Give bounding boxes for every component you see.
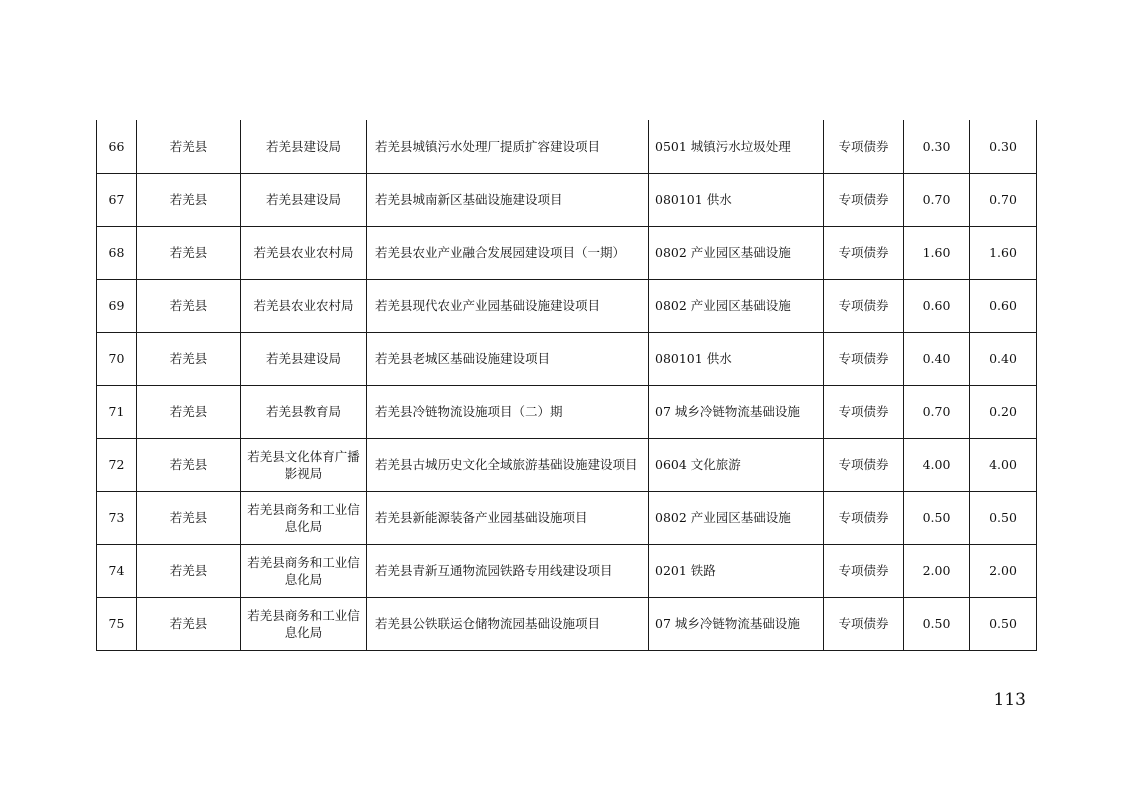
amount-cell: 0.30: [970, 120, 1037, 173]
department-cell: 若羌县商务和工业信息化局: [241, 544, 367, 597]
project-name-cell: 若羌县古城历史文化全域旅游基础设施建设项目: [367, 438, 649, 491]
project-category-cell: 07 城乡冷链物流基础设施: [649, 597, 824, 650]
county-cell: 若羌县: [137, 491, 241, 544]
project-category-cell: 0802 产业园区基础设施: [649, 226, 824, 279]
table-row: [97, 385, 1037, 438]
project-name-cell: 若羌县农业产业融合发展园建设项目（一期）: [367, 226, 649, 279]
department-cell: 若羌县教育局: [241, 385, 367, 438]
row-number-cell: 71: [97, 385, 137, 438]
amount-cell: 1.60: [970, 226, 1037, 279]
amount-cell: 4.00: [904, 438, 970, 491]
amount-cell: 0.50: [970, 491, 1037, 544]
amount-cell: 0.20: [970, 385, 1037, 438]
project-category-cell: 080101 供水: [649, 173, 824, 226]
project-category-cell: 0802 产业园区基础设施: [649, 491, 824, 544]
row-number-cell: 72: [97, 438, 137, 491]
amount-cell: 0.50: [904, 491, 970, 544]
amount-cell: 2.00: [970, 544, 1037, 597]
county-cell: 若羌县: [137, 544, 241, 597]
table-row: [97, 120, 1037, 173]
amount-cell: 0.40: [970, 332, 1037, 385]
project-category-cell: 0802 产业园区基础设施: [649, 279, 824, 332]
project-category-cell: 0604 文化旅游: [649, 438, 824, 491]
county-cell: 若羌县: [137, 226, 241, 279]
bond-type-cell: 专项债券: [824, 120, 904, 173]
project-name-cell: 若羌县老城区基础设施建设项目: [367, 332, 649, 385]
amount-cell: 0.70: [904, 173, 970, 226]
county-cell: 若羌县: [137, 385, 241, 438]
row-number-cell: 73: [97, 491, 137, 544]
county-cell: 若羌县: [137, 279, 241, 332]
project-category-cell: 07 城乡冷链物流基础设施: [649, 385, 824, 438]
project-name-cell: 若羌县城南新区基础设施建设项目: [367, 173, 649, 226]
bond-type-cell: 专项债券: [824, 385, 904, 438]
county-cell: 若羌县: [137, 438, 241, 491]
department-cell: 若羌县商务和工业信息化局: [241, 491, 367, 544]
amount-cell: 0.30: [904, 120, 970, 173]
amount-cell: 0.70: [904, 385, 970, 438]
bond-type-cell: 专项债券: [824, 279, 904, 332]
amount-cell: 1.60: [904, 226, 970, 279]
department-cell: 若羌县文化体育广播影视局: [241, 438, 367, 491]
amount-cell: 0.70: [970, 173, 1037, 226]
page-number: 113: [993, 690, 1026, 710]
project-category-cell: 0201 铁路: [649, 544, 824, 597]
project-name-cell: 若羌县新能源装备产业园基础设施项目: [367, 491, 649, 544]
row-number-cell: 68: [97, 226, 137, 279]
project-name-cell: 若羌县城镇污水处理厂提质扩容建设项目: [367, 120, 649, 173]
table-body: [97, 120, 1037, 650]
amount-cell: 0.60: [904, 279, 970, 332]
table-row: [97, 544, 1037, 597]
amount-cell: 2.00: [904, 544, 970, 597]
table-row: [97, 491, 1037, 544]
row-number-cell: 66: [97, 120, 137, 173]
bond-type-cell: 专项债券: [824, 544, 904, 597]
department-cell: 若羌县建设局: [241, 332, 367, 385]
county-cell: 若羌县: [137, 120, 241, 173]
row-number-cell: 69: [97, 279, 137, 332]
amount-cell: 0.40: [904, 332, 970, 385]
bond-type-cell: 专项债券: [824, 173, 904, 226]
row-number-cell: 75: [97, 597, 137, 650]
row-number-cell: 70: [97, 332, 137, 385]
table-row: [97, 438, 1037, 491]
bond-type-cell: 专项债券: [824, 491, 904, 544]
project-name-cell: 若羌县公铁联运仓储物流园基础设施项目: [367, 597, 649, 650]
row-number-cell: 67: [97, 173, 137, 226]
table-row: [97, 597, 1037, 650]
bond-type-cell: 专项债券: [824, 597, 904, 650]
bond-type-cell: 专项债券: [824, 332, 904, 385]
county-cell: 若羌县: [137, 332, 241, 385]
amount-cell: 0.50: [904, 597, 970, 650]
table-row: [97, 226, 1037, 279]
department-cell: 若羌县商务和工业信息化局: [241, 597, 367, 650]
project-name-cell: 若羌县现代农业产业园基础设施建设项目: [367, 279, 649, 332]
bond-project-table: [96, 120, 1037, 651]
project-name-cell: 若羌县青新互通物流园铁路专用线建设项目: [367, 544, 649, 597]
project-name-cell: 若羌县冷链物流设施项目（二）期: [367, 385, 649, 438]
department-cell: 若羌县农业农村局: [241, 226, 367, 279]
project-category-cell: 0501 城镇污水垃圾处理: [649, 120, 824, 173]
row-number-cell: 74: [97, 544, 137, 597]
department-cell: 若羌县建设局: [241, 173, 367, 226]
amount-cell: 4.00: [970, 438, 1037, 491]
project-category-cell: 080101 供水: [649, 332, 824, 385]
bond-type-cell: 专项债券: [824, 226, 904, 279]
table-row: [97, 332, 1037, 385]
amount-cell: 0.60: [970, 279, 1037, 332]
table-row: [97, 279, 1037, 332]
amount-cell: 0.50: [970, 597, 1037, 650]
bond-type-cell: 专项债券: [824, 438, 904, 491]
table-row: [97, 173, 1037, 226]
department-cell: 若羌县建设局: [241, 120, 367, 173]
department-cell: 若羌县农业农村局: [241, 279, 367, 332]
county-cell: 若羌县: [137, 173, 241, 226]
county-cell: 若羌县: [137, 597, 241, 650]
